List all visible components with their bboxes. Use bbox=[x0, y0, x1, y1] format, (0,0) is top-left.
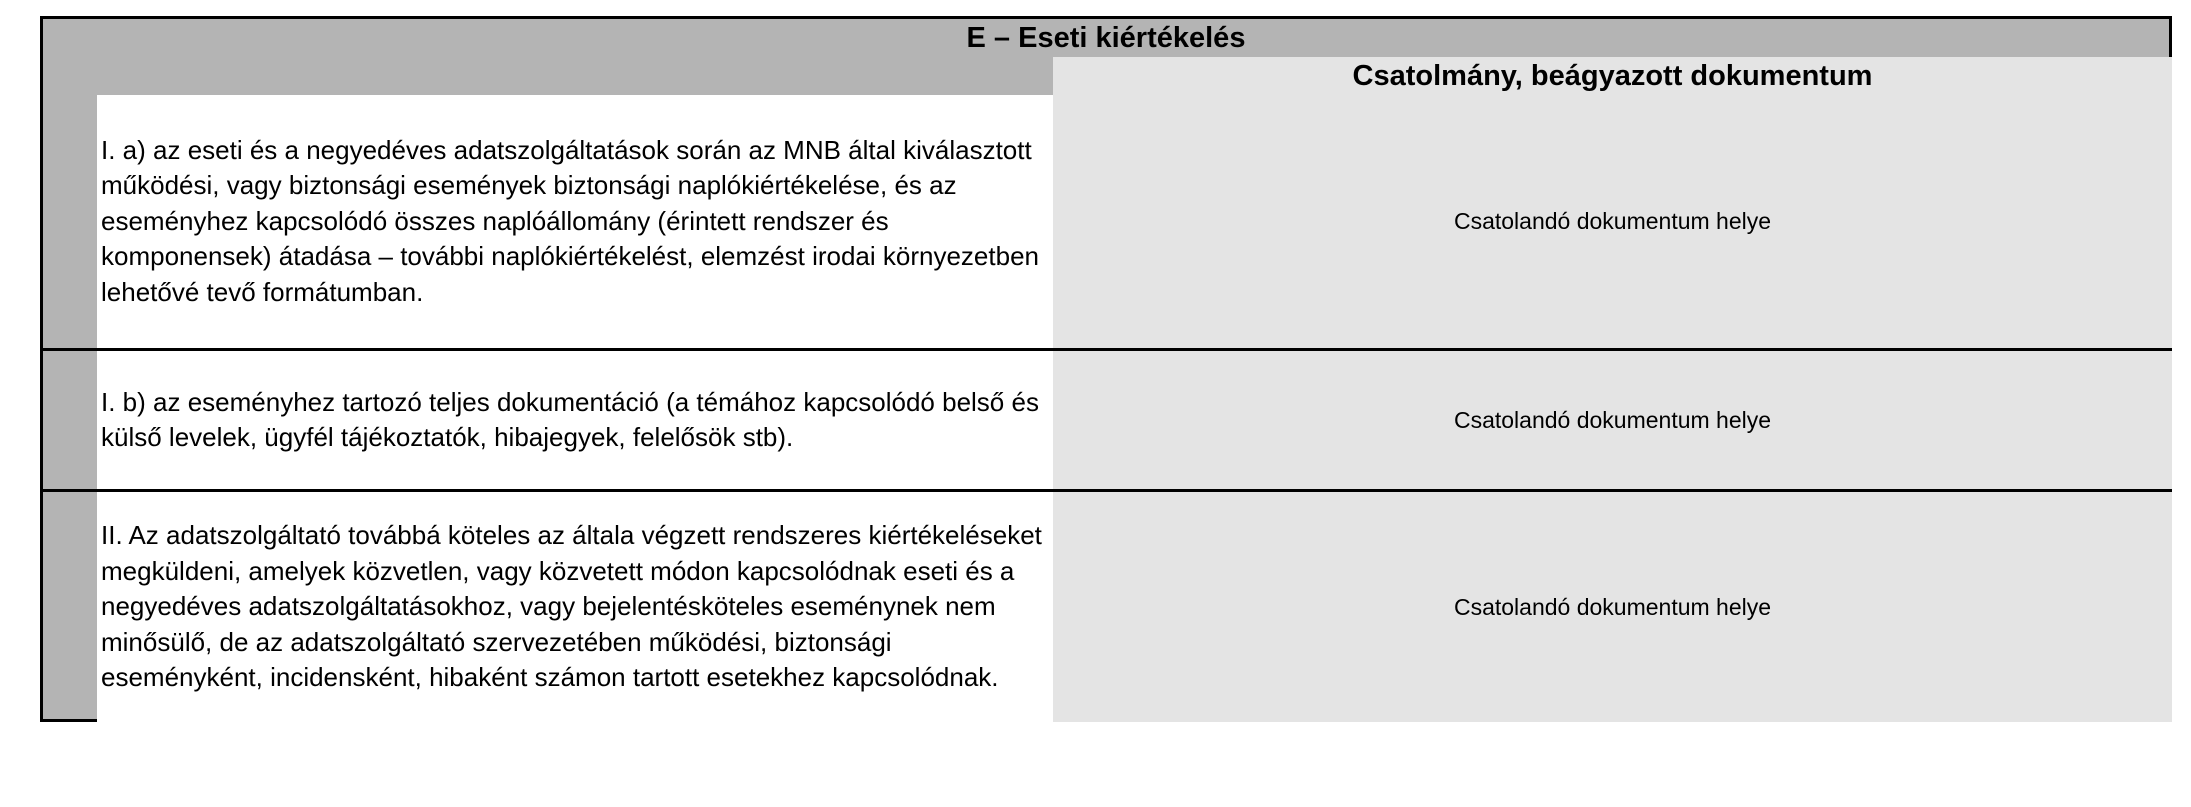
row-description: I. b) az eseményhez tartozó teljes dokumentáció (a témához kapcsolódó belső és külső levelek, ügyfél tájékoztatók, hibajegyek, felelősök stb). bbox=[97, 351, 1053, 489]
attachment-placeholder[interactable]: Csatolandó dokumentum helye bbox=[1053, 95, 2172, 348]
attachment-placeholder[interactable]: Csatolandó dokumentum helye bbox=[1053, 492, 2172, 722]
assessment-table bbox=[40, 16, 2172, 722]
attachment-column-header: Csatolmány, beágyazott dokumentum bbox=[1053, 57, 2172, 95]
table-title: E – Eseti kiértékelés bbox=[966, 21, 1246, 54]
row-description: II. Az adatszolgáltató továbbá köteles az általa végzett rendszeres kiértékeléseket megküldeni, amelyek közvetlen, vagy közvetett módon kapcsolódnak eseti és a negyedéves adatszolgáltatásokhoz, vagy bejelentésköteles eseménynek nem minősülő, de az adatszolgáltató szervezetében működési, biztonsági eseményként, incidensként, hibaként számon tartott esetekhez kapcsolódnak. bbox=[97, 492, 1053, 722]
table-row bbox=[43, 351, 2172, 489]
table-row bbox=[43, 95, 2172, 348]
attachment-placeholder[interactable]: Csatolandó dokumentum helye bbox=[1053, 351, 2172, 489]
table-row bbox=[43, 492, 2172, 722]
row-description: I. a) az eseti és a negyedéves adatszolgáltatások során az MNB által kiválasztott működési, vagy biztonsági események biztonsági naplókiértékelése, és az eseményhez kapcsolódó összes naplóállomány (érintett rendszer és komponensek) átadása – további naplókiértékelést, elemzést irodai környezetben lehetővé tevő formátumban. bbox=[97, 95, 1053, 348]
